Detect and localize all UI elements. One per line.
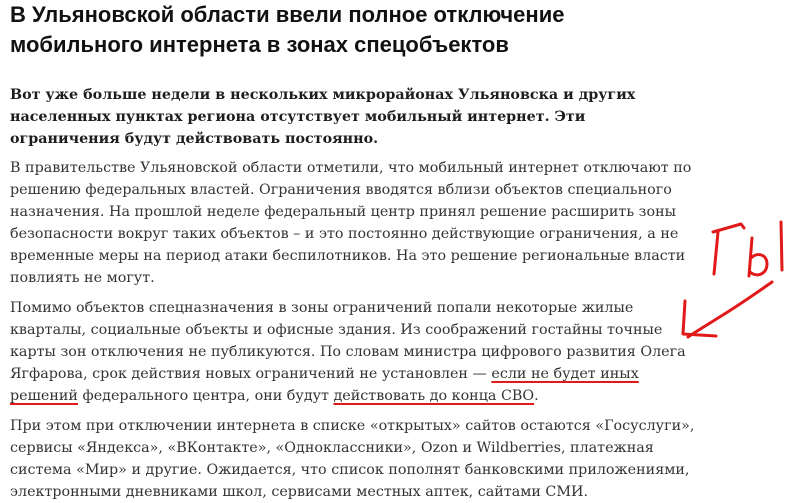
paragraph-2-middle: федерального центра, они будут xyxy=(77,388,334,404)
article-paragraph-2 xyxy=(10,297,700,407)
article-paragraph-3: При этом при отключении интернета в списке «открытых» сайтов остаются «Госуслуги», сервисы «Яндекса», «ВКонтакте», «Одноклассники», Ozon и Wildberries, платежная система «Мир» и другие. Ожидается, что список пополнят банковскими приложениями, электронными дневниками школ, сервисами местных аптек, сайтами СМИ. xyxy=(10,418,695,500)
underlined-phrase-decisions: если не будет иных решений xyxy=(10,366,639,404)
paragraph-2-start: Помимо объектов спецназначения в зоны ограничений попали некоторые жилые кварталы, социальные объекты и офисные здания. Из соображений гостайны точные карты зон отключения не публикуются. По словам министра цифрового развития Олега Ягфарова, срок действия новых ограничений не установлен — xyxy=(10,300,686,382)
article-headline: В Ульяновской области ввели полное отключение мобильного интернета в зонах спецобъектов xyxy=(10,2,565,57)
article-lead: Вот уже больше недели в нескольких микрорайонах Ульяновска и других населенных пунктах региона отсутствует мобильный интернет. Эти ограничения будут действовать постоянно. xyxy=(10,87,636,147)
news-article xyxy=(10,0,700,503)
handwritten-gy-scribble xyxy=(713,222,782,276)
underlined-phrase-svo: действовать до конца СВО xyxy=(333,388,535,404)
article-paragraph-1: В правительстве Ульяновской области отметили, что мобильный интернет отключают по решению федеральных властей. Ограничения вводятся вблизи объектов специального назначения. На прошлой неделе федеральный центр принял решение расширить зоны безопасности вокруг таких объектов – и это постоянно действующие ограничения, а не временные меры на период атаки беспилотников. На это решение региональные власти повлиять не могут. xyxy=(10,160,692,286)
paragraph-2-end: . xyxy=(534,388,539,404)
